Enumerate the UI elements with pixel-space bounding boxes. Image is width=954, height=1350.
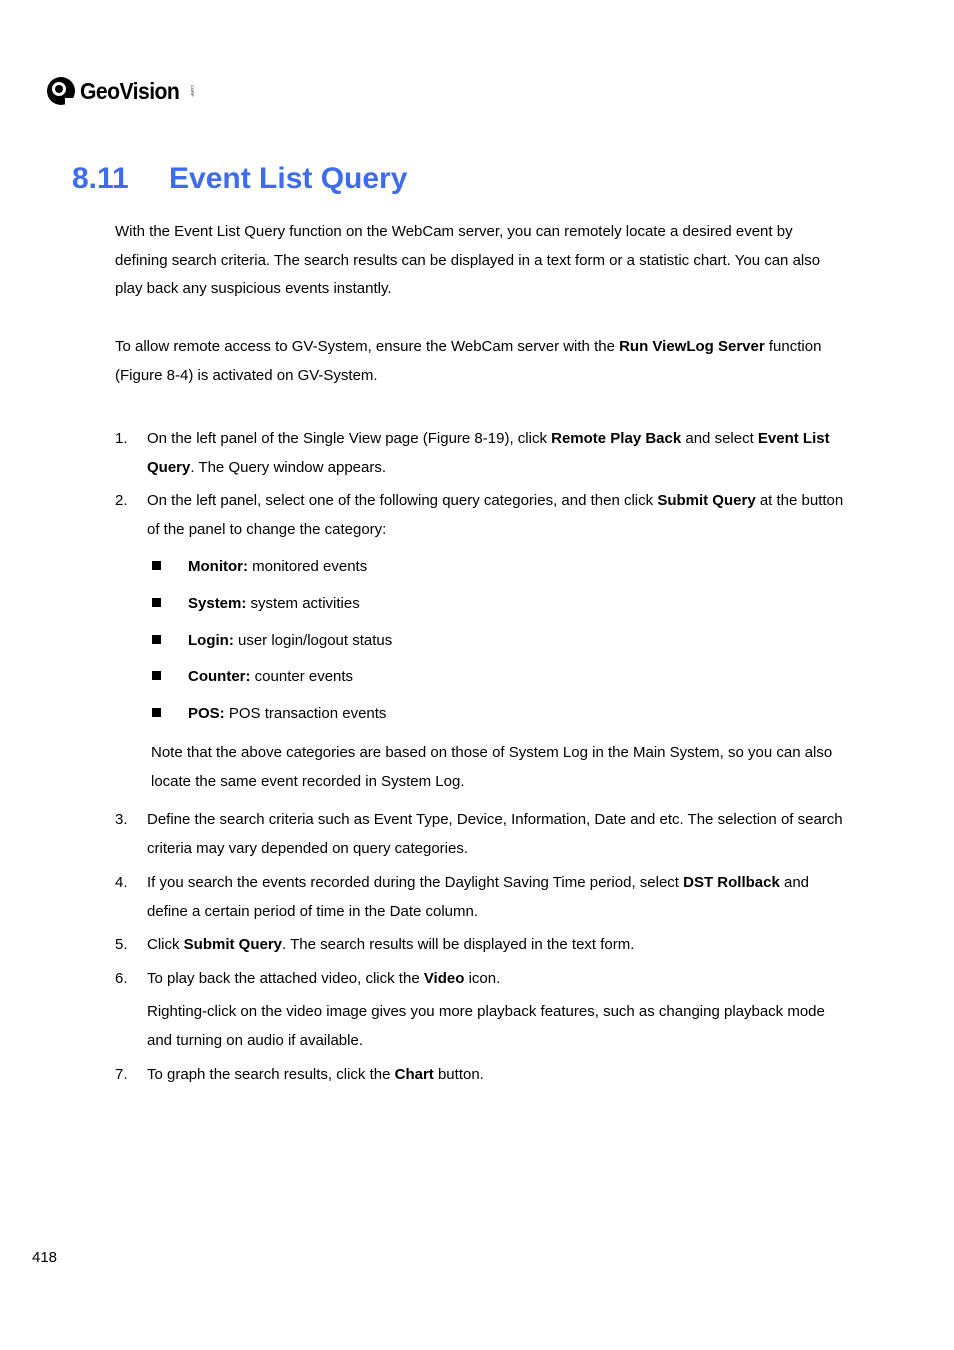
section-number: 8.11	[72, 162, 129, 195]
category-note: Note that the above categories are based on those of System Log in the Main System, so you can also locate the same event recorded in System Log.	[151, 744, 833, 790]
category-item: POS: POS transaction events	[152, 703, 386, 725]
square-bullet-icon	[152, 708, 161, 717]
step-text: To play back the attached video, click the Video icon.	[147, 970, 501, 987]
category-item: Login: user login/logout status	[152, 630, 392, 652]
step-number: 2.	[115, 492, 128, 509]
square-bullet-icon	[152, 561, 161, 570]
geovision-logo-icon	[46, 76, 76, 106]
step-text: Define the search criteria such as Event Type, Device, Information, Date and etc. The selection of search criteria may vary depended on query categories.	[147, 811, 843, 857]
step-text: If you search the events recorded during the Daylight Saving Time period, select DST Rollback and define a certain period of time in the Date column.	[147, 874, 810, 920]
section-heading	[72, 162, 407, 196]
section-title: Event List Query	[169, 162, 408, 195]
step-text: On the left panel of the Single View page (Figure 8-19), click Remote Play Back and select Event List Query. The Query window appears.	[147, 430, 830, 476]
square-bullet-icon	[152, 671, 161, 680]
geovision-logo	[46, 74, 195, 108]
step-number: 5.	[115, 936, 128, 953]
category-item: System: system activities	[152, 593, 360, 615]
step-text: Click Submit Query. The search results will be displayed in the text form.	[147, 936, 635, 953]
square-bullet-icon	[152, 635, 161, 644]
square-bullet-icon	[152, 598, 161, 607]
category-item: Monitor: monitored events	[152, 556, 367, 578]
step-number: 3.	[115, 811, 128, 828]
step-text: To graph the search results, click the Chart button.	[147, 1066, 484, 1083]
step-6-detail: Righting-click on the video image gives you more playback features, such as changing playback mode and turning on audio if available.	[147, 1003, 825, 1049]
page-number: 418	[32, 1249, 58, 1266]
step-number: 6.	[115, 970, 128, 987]
category-item: Counter: counter events	[152, 666, 353, 688]
step-number: 4.	[115, 874, 128, 891]
logo-small-text: CORP	[189, 85, 195, 97]
intro-paragraph-1: With the Event List Query function on the WebCam server, you can remotely locate a desired event by defining search criteria. The search results can be displayed in a text form or a statistic chart. You can also play back any suspicious events instantly.	[115, 223, 821, 298]
step-number: 1.	[115, 430, 128, 447]
logo-text: GeoVision	[80, 77, 180, 104]
step-number: 7.	[115, 1066, 128, 1083]
intro-paragraph-2: To allow remote access to GV-System, ensure the WebCam server with the Run ViewLog Server function (Figure 8-4) is activated on GV-System.	[115, 338, 822, 384]
step-text: On the left panel, select one of the following query categories, and then click Submit Query at the button of the panel to change the category:	[147, 492, 844, 538]
